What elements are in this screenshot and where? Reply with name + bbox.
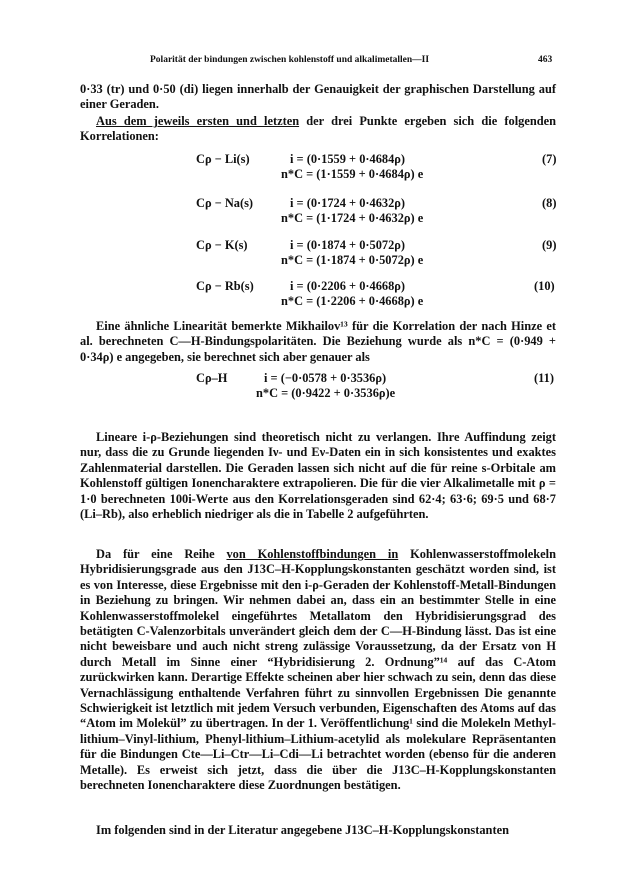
equation-line1: i = (−0·0578 + 0·3536ρ) (264, 371, 387, 385)
paragraph-2 (80, 114, 556, 145)
page-number: 463 (538, 55, 553, 65)
equation-line1: i = (0·1724 + 0·4632ρ) (290, 196, 406, 210)
equation-number: (8) (542, 196, 557, 210)
paragraph-5-rest: Kohlenwasserstoffmolekeln Hybridisierungsgrade aus den J13C–H-Kopplungskonstanten geschätzt worden sind, ist es von Interesse, diese Ergebnisse mit den i-ρ-Geraden der Kohlenstoff-Metall-Bindungen in Beziehung zu bringen. Wir nehmen dabei an, dass ein an bestimmter Stelle in eine Kohlenwasserstoffmolekel eingeführtes Metallatom den Hybridisierungsgrad des betätigten C-Valenzorbitals unverändert gleich dem der C—H-Bindung lässt. Das ist eine nicht beweisbare und auch nicht streng zulässige Voraussetzung, da der Ersatz von H durch Metall im Sinne einer “Hybridisierung 2. Ordnung”¹⁴ auf das C-Atom zurückwirken kann. Derartige Effekte scheinen aber hier schwach zu sein, denn das diese Vernachlässigung enthaltende Verfahren führt zu sinnvollen Ergebnissen Die genannte Schwierigkeit ist letztlich mit jedem Versuch verbunden, Eigenschaften des Atoms auf das “Atom im Molekül” zu übertragen. In der 1. Veröffentlichung¹ sind die Molekeln Methyl-lithium–Vinyl-lithium, Phenyl-lithium–Lithium-acetylid als molekulare Repräsentanten für die Bindungen Cte—Li–Ctr—Li–Cdi—Li betrachtet worden (ebenso für die anderen Metalle). Es erweist sich jetzt, dass die über die J13C–H-Kopplungskonstanten berechneten Ionencharaktere diese Zuordnungen bestätigen. (80, 547, 556, 793)
equation-lhs: Cρ–H (196, 371, 228, 385)
equation-line2: n*C = (1·1724 + 0·4632ρ) e (281, 211, 424, 225)
underlined-phrase: von Kohlenstoffbindungen in (226, 547, 399, 561)
paragraph-6: Im folgenden sind in der Literatur angegebene J13C–H-Kopplungskonstanten (96, 823, 509, 837)
paragraph-3: Eine ähnliche Linearität bemerkte Mikhailov¹³ für die Korrelation der nach Hinze et al. berechneten C—H-Bindungspolaritäten. Die Beziehung wurde als n*C = (0·949 + 0·34ρ) e angegeben, sie berechnet sich aber genauer als (80, 319, 556, 364)
equation-line2: n*C = (1·2206 + 0·4668ρ) e (281, 294, 424, 308)
equation-line2: n*C = (1·1559 + 0·4684ρ) e (281, 167, 424, 181)
paragraph-5 (80, 547, 556, 794)
equation-number: (9) (542, 238, 557, 252)
equation-lhs: Cρ − Na(s) (196, 196, 254, 210)
equation-lhs: Cρ − Li(s) (196, 152, 250, 166)
equation-line1: i = (0·1874 + 0·5072ρ) (290, 238, 406, 252)
equation-lhs: Cρ − K(s) (196, 238, 248, 252)
underlined-phrase: Aus dem jeweils ersten und letzten (96, 114, 300, 128)
paragraph-5-start: Da für eine Reihe (96, 547, 227, 561)
paragraph-1: 0·33 (tr) und 0·50 (di) liegen innerhalb der Genauigkeit der graphischen Darstellung auf einer Geraden. (80, 82, 556, 112)
paragraph-4: Lineare i-ρ-Beziehungen sind theoretisch nicht zu verlangen. Ihre Auffindung zeigt nur, dass die zu Grunde liegenden Iν- und Eν-Daten ein in sich konsistentes und exaktes Zahlenmaterial darstellen. Die Geraden lassen sich nicht auf die für reine s-Orbitale am Kohlenstoff gültigen Ionencharaktere extrapolieren. Die für die vier Alkalimetalle mit ρ = 1·0 berechneten 100i-Werte aus den Korrelationsgeraden sind 62·4; 63·6; 69·5 und 68·7 (Li–Rb), also erheblich niedriger als die in Tabelle 2 aufgeführten. (80, 430, 556, 522)
running-title: Polarität der bindungen zwischen kohlenstoff und alkalimetallen—II (150, 55, 430, 65)
equation-number: (7) (542, 152, 557, 166)
equation-lhs: Cρ − Rb(s) (196, 279, 254, 293)
equation-line1: i = (0·1559 + 0·4684ρ) (290, 152, 406, 166)
equation-number: (11) (534, 371, 554, 385)
running-header (0, 55, 625, 71)
equation-line2: n*C = (0·9422 + 0·3536ρ)e (256, 386, 396, 400)
equation-number: (10) (534, 279, 555, 293)
paragraph-2-rest: der drei Punkte ergeben sich die folgenden Korrelationen: (80, 114, 556, 144)
equation-line2: n*C = (1·1874 + 0·5072ρ) e (281, 253, 424, 267)
equation-line1: i = (0·2206 + 0·4668ρ) (290, 279, 406, 293)
